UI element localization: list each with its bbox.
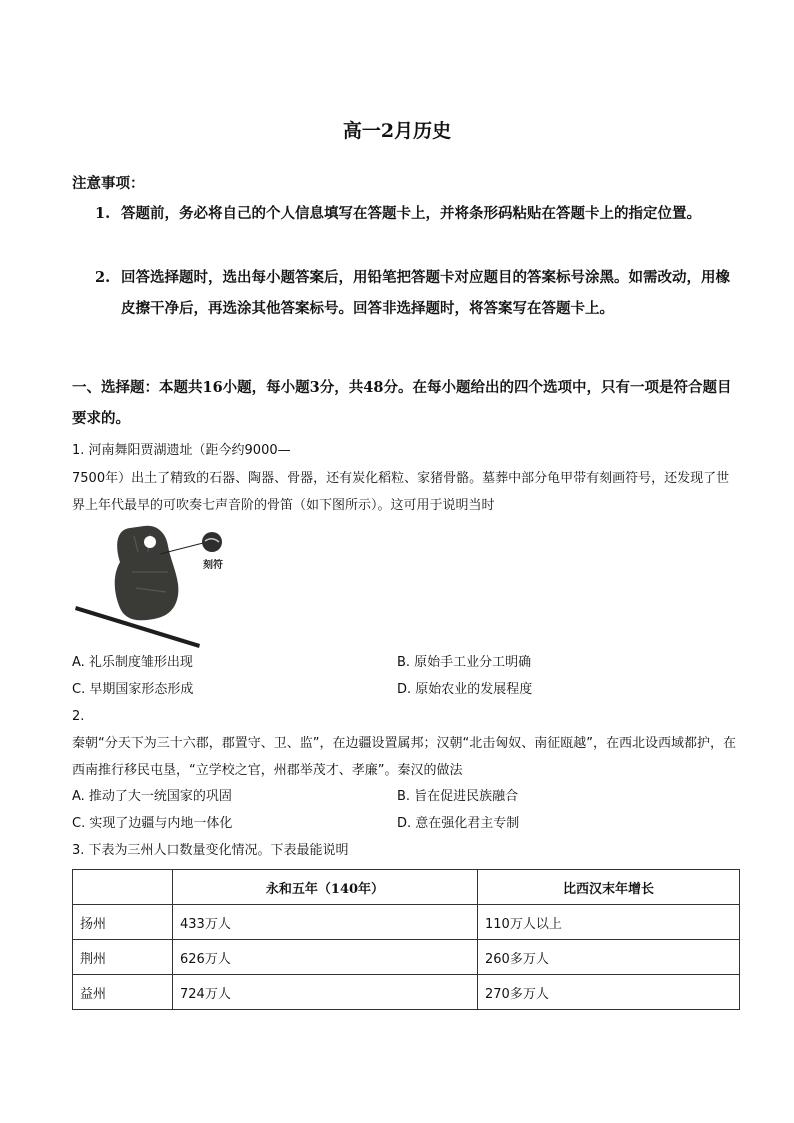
question-2-option-a: A. 推动了大一统国家的巩固 — [72, 789, 232, 804]
table-cell: 260多万人 — [478, 940, 740, 975]
notice-heading: 注意事项： — [72, 175, 145, 192]
question-2-number: 2. — [72, 709, 85, 724]
section-heading: 一、选择题：本题共16小题，每小题3分，共48分。在每小题给出的四个选项中，只有一项是符合题目要求的。 — [72, 379, 732, 427]
table-cell: 110万人以上 — [478, 905, 740, 940]
table-header-cell: 比西汉末年增长 — [478, 870, 740, 905]
population-table — [72, 869, 740, 1010]
table-row — [73, 940, 740, 975]
question-1-option-b: B. 原始手工业分工明确 — [397, 655, 532, 670]
notice-item-text: 回答选择题时，选出每小题答案后，用铅笔把答题卡对应题目的答案标号涂黑。如需改动，用橡皮擦干净后，再选涂其他答案标号。回答非选择题时，将答案写在答题卡上。 — [121, 269, 730, 317]
page-title: 高一2月历史 — [342, 120, 452, 142]
table-header-cell: 永和五年（140年） — [173, 870, 478, 905]
table-cell: 626万人 — [173, 940, 478, 975]
table-row — [73, 975, 740, 1010]
table-cell: 270多万人 — [478, 975, 740, 1010]
notice-item-num: 1. — [95, 205, 111, 222]
notice-item — [95, 262, 735, 324]
question-1-line1: 1. 河南舞阳贾湖遗址（距今约9000— — [72, 443, 291, 458]
question-3-body: 3. 下表为三州人口数量变化情况。下表最能说明 — [72, 843, 349, 858]
question-1-option-a: A. 礼乐制度雏形出现 — [72, 655, 193, 670]
notice-item — [95, 198, 735, 229]
figure-label: 刻符 — [203, 560, 223, 571]
table-cell: 433万人 — [173, 905, 478, 940]
table-cell: 扬州 — [73, 905, 173, 940]
question-2-option-c: C. 实现了边疆与内地一体化 — [72, 816, 233, 831]
table-row — [73, 905, 740, 940]
question-2-option-d: D. 意在强化君主专制 — [397, 816, 520, 831]
notice-item-num: 2. — [95, 269, 111, 286]
table-cell: 荆州 — [73, 940, 173, 975]
question-2-body: 秦朝“分天下为三十六郡，郡置守、卫、监”，在边疆设置属邦；汉朝“北击匈奴、南征瓯越”，在西北设西域都护，在西南推行移民屯垦，“立学校之官，州郡举茂才、孝廉”。秦汉的做法 — [72, 736, 736, 778]
bone-flute-image — [72, 522, 252, 652]
question-1-body: 7500年）出土了精致的石器、陶器、骨器，还有炭化稻粒、家猪骨骼。墓葬中部分龟甲带有刻画符号，还发现了世界上年代最早的可吹奏七声音阶的骨笛（如下图所示）。这可用于说明当时 — [72, 471, 730, 513]
question-1-option-c: C. 早期国家形态形成 — [72, 682, 194, 697]
table-cell: 益州 — [73, 975, 173, 1010]
question-2-option-b: B. 旨在促进民族融合 — [397, 789, 519, 804]
notice-item-text: 答题前，务必将自己的个人信息填写在答题卡上，并将条形码粘贴在答题卡上的指定位置。 — [121, 205, 701, 222]
table-header-row — [73, 870, 740, 905]
table-cell: 724万人 — [173, 975, 478, 1010]
bone-flute-illustration — [72, 522, 252, 652]
table-header-cell — [73, 870, 173, 905]
question-1-option-d: D. 原始农业的发展程度 — [397, 682, 533, 697]
